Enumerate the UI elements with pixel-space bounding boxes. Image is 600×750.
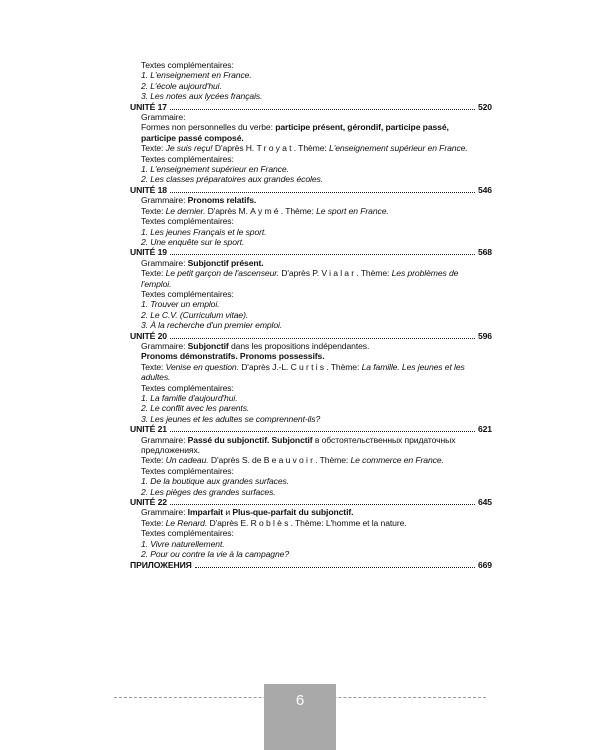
texte-line: Texte: Je suis reçu! D'après H. Troyat. Thème: L'enseignement supérieur en France.	[141, 143, 468, 154]
unit-18-heading[interactable]: UNITÉ 18 546	[130, 184, 492, 195]
textes-label: Textes complémentaires:	[141, 382, 234, 393]
theme-continuation: adultes.	[141, 372, 171, 383]
list-item: 3. Les jeunes et les adultes se comprennent-ils?	[141, 413, 321, 424]
textes-label: Textes complémentaires:	[141, 465, 234, 476]
list-item: 2. Le conflit avec les parents.	[141, 403, 250, 414]
textes-label: Textes complémentaires:	[141, 153, 234, 164]
texte-line: Texte: Venise en question. D'après J.-L. Curtis. Thème: La famille. Les jeunes et les	[141, 361, 465, 372]
list-item: 2. L'école aujourd'hui.	[141, 80, 222, 91]
texte-line: Texte: Le Renard. D'après E. Roblès. Thème: L'homme et la nature.	[141, 517, 407, 528]
grammar-line: Pronoms démonstratifs. Pronoms possessifs.	[141, 351, 325, 362]
unit-17-heading[interactable]: UNITÉ 17 520	[130, 101, 492, 112]
appendix-heading[interactable]: ПРИЛОЖЕНИЯ 669	[130, 559, 492, 570]
list-item: 1. L'enseignement en France.	[141, 70, 252, 81]
list-item: 2. Le C.V. (Curriculum vitae).	[141, 309, 249, 320]
grammar-line: Grammaire: Imparfait и Plus-que-parfait du subjonctif.	[141, 507, 354, 518]
list-item: 1. Vivre naturellement.	[141, 538, 225, 549]
list-item: 2. Pour ou contre la vie à la campagne?	[141, 549, 290, 560]
grammar-line: participe passé composé.	[141, 132, 244, 143]
list-item: 2. Une enquête sur le sport.	[141, 236, 245, 247]
textes-label: Textes complémentaires:	[141, 60, 234, 70]
unit-19-heading[interactable]: UNITÉ 19 568	[130, 247, 492, 258]
textes-label: Textes complémentaires:	[141, 216, 234, 227]
list-item: 1. De la boutique aux grandes surfaces.	[141, 476, 290, 487]
list-item: 2. Les pièges des grandes surfaces.	[141, 486, 276, 497]
texte-line: Texte: Un cadeau. D'après S. de Beauvoir. Thème: Le commerce en France.	[141, 455, 444, 466]
unit-20-heading[interactable]: UNITÉ 20 596	[130, 330, 492, 341]
textes-label: Textes complémentaires:	[141, 528, 234, 539]
list-item: 1. L'enseignement supérieur en France.	[141, 164, 289, 175]
page-number: 6	[264, 684, 336, 750]
list-item: 1. Trouver un emploi.	[141, 299, 220, 310]
grammar-line: Grammaire: Subjonctif dans les propositions indépendantes.	[141, 340, 370, 351]
textes-label: Textes complémentaires:	[141, 288, 234, 299]
grammar-line: Grammaire: Passé du subjonctif. Subjonctif в обстоятельственных придаточных	[141, 434, 456, 445]
texte-line: Texte: Le petit garçon de l'ascenseur. D'après P. Vialar. Thème: Les problèmes de	[141, 268, 459, 279]
list-item: 3. À la recherche d'un premier emploi.	[141, 320, 283, 331]
grammar-line: Grammaire: Subjonctif présent.	[141, 257, 264, 268]
unit-22-heading[interactable]: UNITÉ 22 645	[130, 497, 492, 508]
grammar-line: Formes non personnelles du verbe: participe présent, gérondif, participe passé,	[141, 122, 449, 133]
grammar-line: предложениях.	[141, 445, 200, 456]
theme-continuation: l'emploi.	[141, 278, 172, 289]
unit-21-heading[interactable]: UNITÉ 21 621	[130, 424, 492, 435]
texte-line: Texte: Le dernier. D'après M. Aymé. Thème: Le sport en France.	[141, 205, 389, 216]
list-item: 1. Les jeunes Français et le sport.	[141, 226, 267, 237]
table-of-contents	[130, 60, 492, 570]
list-item: 3. Les notes aux lycées français.	[141, 91, 263, 102]
grammar-line: Grammaire: Pronoms relatifs.	[141, 195, 257, 206]
list-item: 2. Les classes préparatoires aux grandes écoles.	[141, 174, 323, 185]
list-item: 1. La famille d'aujourd'hui.	[141, 393, 238, 403]
grammaire-label: Grammaire:	[141, 112, 186, 123]
